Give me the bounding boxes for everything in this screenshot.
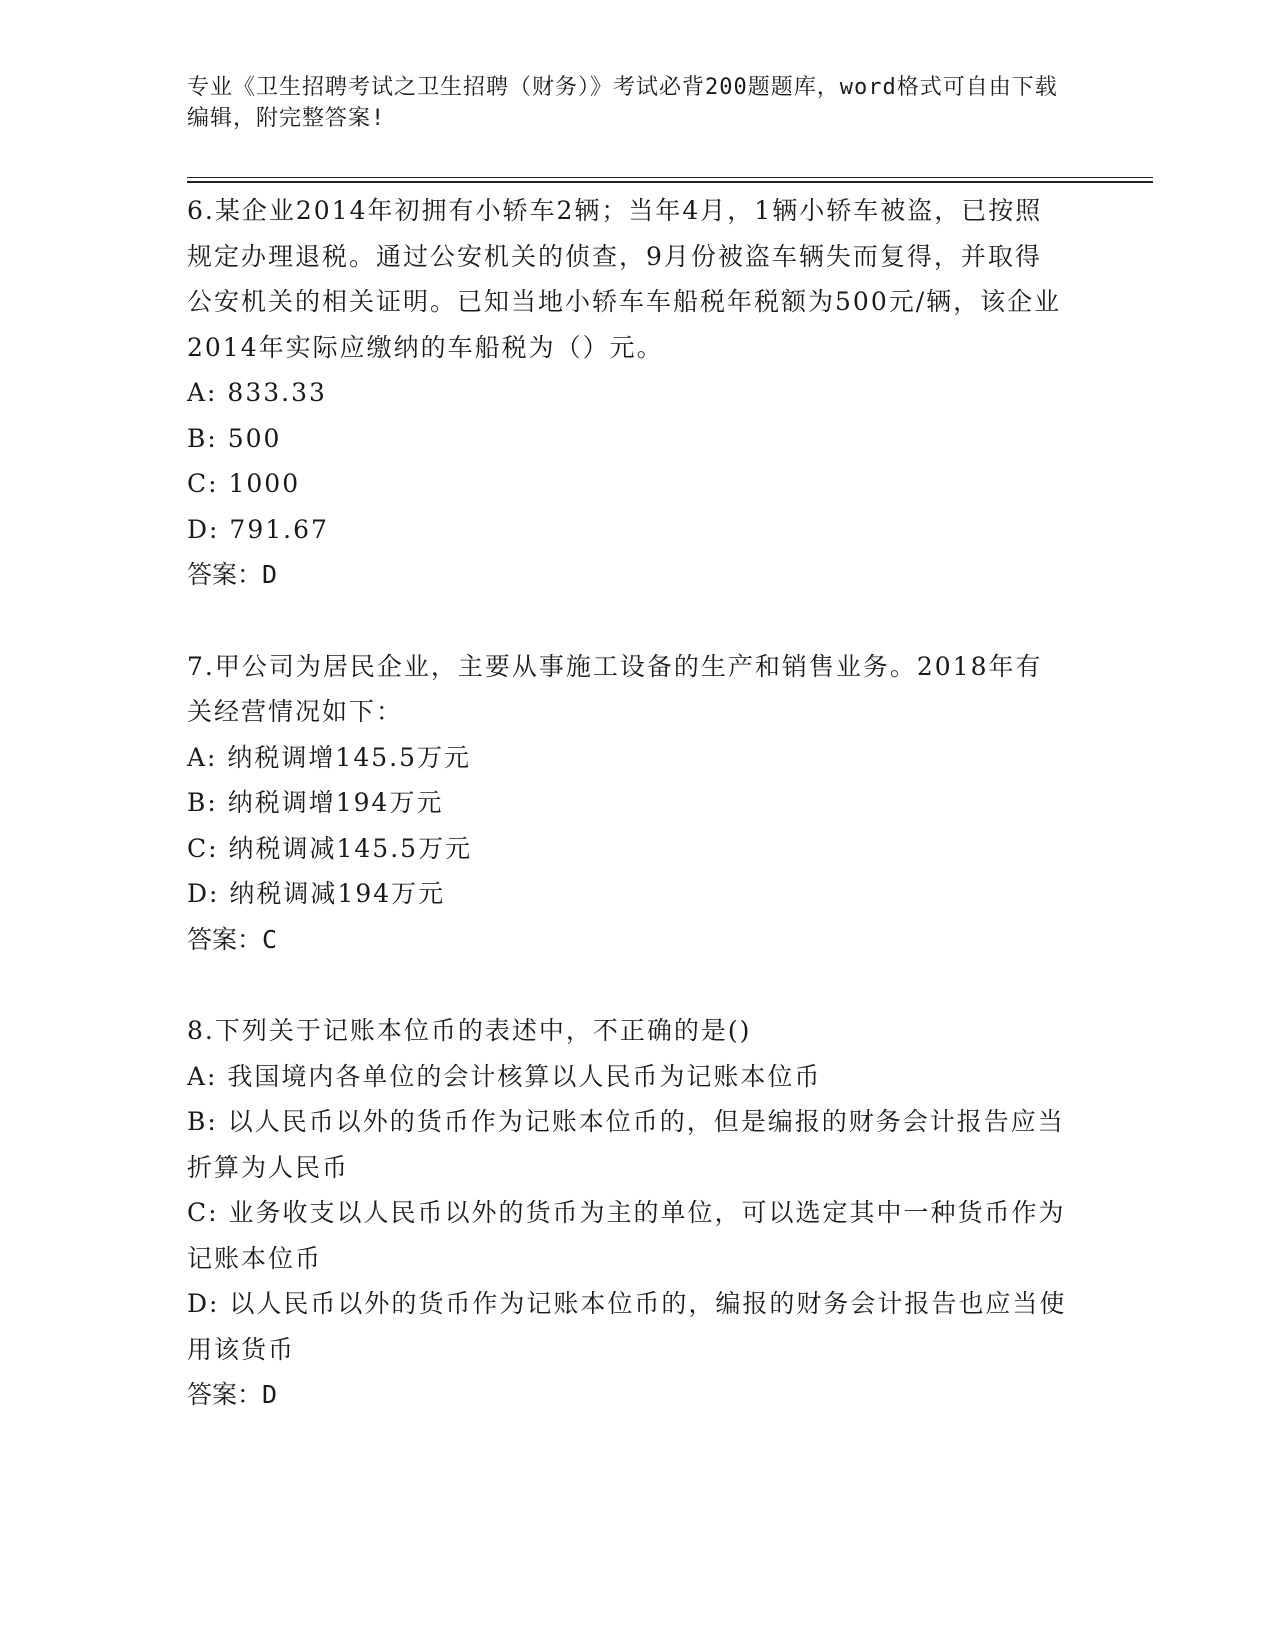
question-text: 6.某企业2014年初拥有小轿车2辆；当年4月，1辆小轿车被盗，已按照规定办理退税。通过公安机关的侦查，9月份被盗车辆失而复得，并取得公安机关的相关证明。已知当地小轿车车船税年税额为500元/辆，该企业2014年实际应缴纳的车船税为（）元。 bbox=[187, 196, 1062, 362]
option-c: C: 业务收支以人民币以外的货币为主的单位，可以选定其中一种货币作为记账本位币 bbox=[187, 1198, 1066, 1273]
option-a: A: 我国境内各单位的会计核算以人民币为记账本位币 bbox=[187, 1061, 822, 1091]
option-b: B: 500 bbox=[187, 423, 282, 453]
question-7 bbox=[187, 644, 1067, 963]
option-c: C: 1000 bbox=[187, 469, 301, 498]
question-8 bbox=[187, 1008, 1067, 1418]
option-a: A: 833.33 bbox=[187, 378, 327, 407]
option-d: D: 以人民币以外的货币作为记账本位币的，编报的财务会计报告也应当使用该货币 bbox=[187, 1289, 1067, 1364]
question-text: 7.甲公司为居民企业，主要从事施工设备的生产和销售业务。2018年有关经营情况如下： bbox=[187, 651, 1043, 726]
option-d: D: 791.67 bbox=[187, 514, 329, 544]
option-b: B: 以人民币以外的货币作为记账本位币的，但是编报的财务会计报告应当折算为人民币 bbox=[187, 1107, 1065, 1182]
option-d: D: 纳税调减194万元 bbox=[187, 879, 446, 908]
option-b: B: 纳税调增194万元 bbox=[187, 788, 444, 817]
question-list bbox=[187, 188, 1067, 1418]
option-c: C: 纳税调减145.5万元 bbox=[187, 833, 473, 863]
question-text: 8.下列关于记账本位币的表述中，不正确的是() bbox=[187, 1016, 752, 1045]
document-header: 专业《卫生招聘考试之卫生招聘（财务）》考试必背200题题库，word格式可自由下载编辑，附完整答案! bbox=[187, 75, 1058, 131]
question-6 bbox=[187, 188, 1067, 598]
answer-line: 答案：C bbox=[187, 924, 278, 954]
answer-line: 答案：D bbox=[187, 560, 278, 589]
header-divider-thick bbox=[187, 181, 1153, 183]
header-divider-thin bbox=[187, 177, 1153, 178]
option-a: A: 纳税调增145.5万元 bbox=[187, 742, 471, 772]
answer-line: 答案：D bbox=[187, 1380, 278, 1409]
